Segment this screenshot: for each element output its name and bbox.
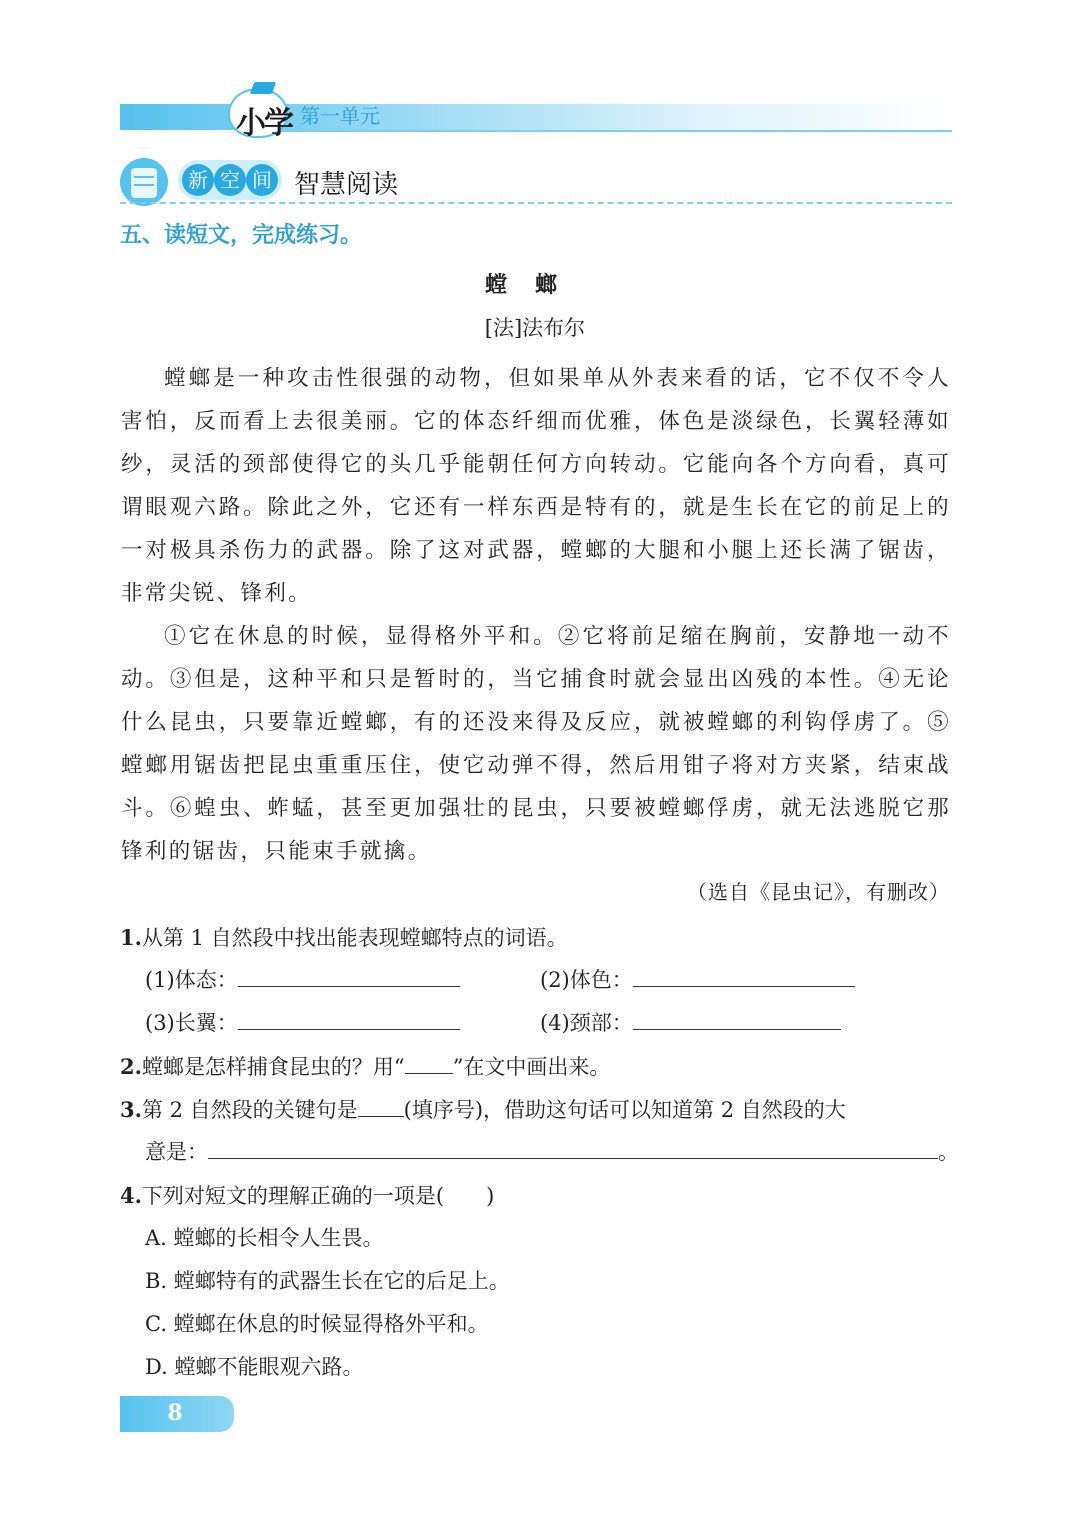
answer-blank[interactable] <box>208 1140 938 1159</box>
badge-char: 空 <box>214 164 246 196</box>
question-end: 。 <box>938 1140 959 1164</box>
question-number: 2. <box>120 1054 142 1079</box>
badge-char: 新 <box>182 164 214 196</box>
option-a[interactable]: A. 螳螂的长相令人生畏。 <box>145 1226 384 1250</box>
question-text: (填序号)，借助这句话可以知道第 2 自然段的大 <box>403 1098 846 1122</box>
badge-char: 间 <box>246 164 278 196</box>
unit-title: 第一单元 <box>300 104 380 128</box>
article-source: （选自《昆虫记》，有删改） <box>687 880 950 904</box>
q1-item-label: (4)颈部： <box>540 1011 633 1035</box>
q1-item-3 <box>145 1002 460 1045</box>
question-number: 1. <box>120 925 142 950</box>
book-icon-line <box>134 176 154 178</box>
q1-item-1 <box>145 959 460 1002</box>
option-b[interactable]: B. 螳螂特有的武器生长在它的后足上。 <box>145 1269 510 1293</box>
question-4 <box>120 1174 494 1218</box>
option-c[interactable]: C. 螳螂在休息的时候显得格外平和。 <box>145 1312 489 1336</box>
article-author: [法]法布尔 <box>484 316 586 340</box>
question-text: 第 2 自然段的关键句是 <box>141 1098 358 1122</box>
q1-item-label: (2)体色： <box>540 968 633 992</box>
question-2 <box>120 1045 610 1089</box>
dashed-divider <box>120 202 952 204</box>
article-paragraph-2: ①它在休息的时候，显得格外平和。②它将前足缩在胸前，安静地一动不动。③但是，这种平和只是暂时的，当它捕食时就会显出凶残的本性。④无论什么昆虫，只要靠近螳螂，有的还没来得及反应，就被螳螂的利钩俘虏了。⑤螳螂用锯齿把昆虫重重压住，使它动弹不得，然后用钳子将对方夹紧，结束战斗。⑥蝗虫、蚱蜢，甚至更加强壮的昆虫，只要被螳螂俘虏，就无法逃脱它那锋利的锯齿，只能束手就擒。 <box>121 624 951 864</box>
underline-sample <box>405 1055 453 1074</box>
question-3-line-2 <box>145 1131 959 1174</box>
header-underline <box>240 130 952 132</box>
q1-item-label: (3)长翼： <box>145 1011 238 1035</box>
question-number: 4. <box>120 1183 142 1208</box>
answer-blank[interactable] <box>633 968 855 987</box>
question-number: 3. <box>120 1097 142 1122</box>
section-title: 智慧阅读 <box>294 170 399 200</box>
answer-blank[interactable] <box>238 968 460 987</box>
article-paragraph-1: 螳螂是一种攻击性很强的动物，但如果单从外表来看的话，它不仅不令人害怕，反而看上去很美丽。它的体态纤细而优雅，体色是淡绿色，长翼轻薄如纱，灵活的颈部使得它的头几乎能朝任何方向转动。它能向各个方向看，真可谓眼观六路。除此之外，它还有一样东西是特有的，就是生长在它的前足上的一对极具杀伤力的武器。除了这对武器，螳螂的大腿和小腿上还长满了锯齿，非常尖锐、锋利。 <box>121 366 951 606</box>
graduation-cap-icon <box>250 82 276 94</box>
question-text: 下列对短文的理解正确的一项是( ) <box>141 1184 495 1208</box>
option-d[interactable]: D. 螳螂不能眼观六路。 <box>145 1355 364 1379</box>
logo-text: 小学 <box>236 106 292 141</box>
book-icon-page <box>131 168 157 198</box>
answer-blank[interactable] <box>633 1011 841 1030</box>
q1-item-label: (1)体态： <box>145 968 238 992</box>
question-text: 意是： <box>145 1140 208 1164</box>
question-text: 从第 1 自然段中找出能表现螳螂特点的词语。 <box>141 926 568 950</box>
q1-item-4 <box>540 1002 841 1045</box>
article-title: 螳螂 <box>484 272 585 298</box>
answer-blank[interactable] <box>238 1011 460 1030</box>
question-text: 螳螂是怎样捕食昆虫的？用“ <box>141 1055 405 1079</box>
question-3 <box>120 1088 952 1132</box>
page-number: 8 <box>167 1400 183 1426</box>
exercise-instruction: 五、读短文，完成练习。 <box>120 223 363 248</box>
question-text: ”在文中画出来。 <box>452 1055 611 1079</box>
book-icon-line <box>134 184 154 186</box>
q1-item-2 <box>540 959 855 1002</box>
answer-blank[interactable] <box>358 1098 404 1117</box>
question-1 <box>120 916 568 960</box>
